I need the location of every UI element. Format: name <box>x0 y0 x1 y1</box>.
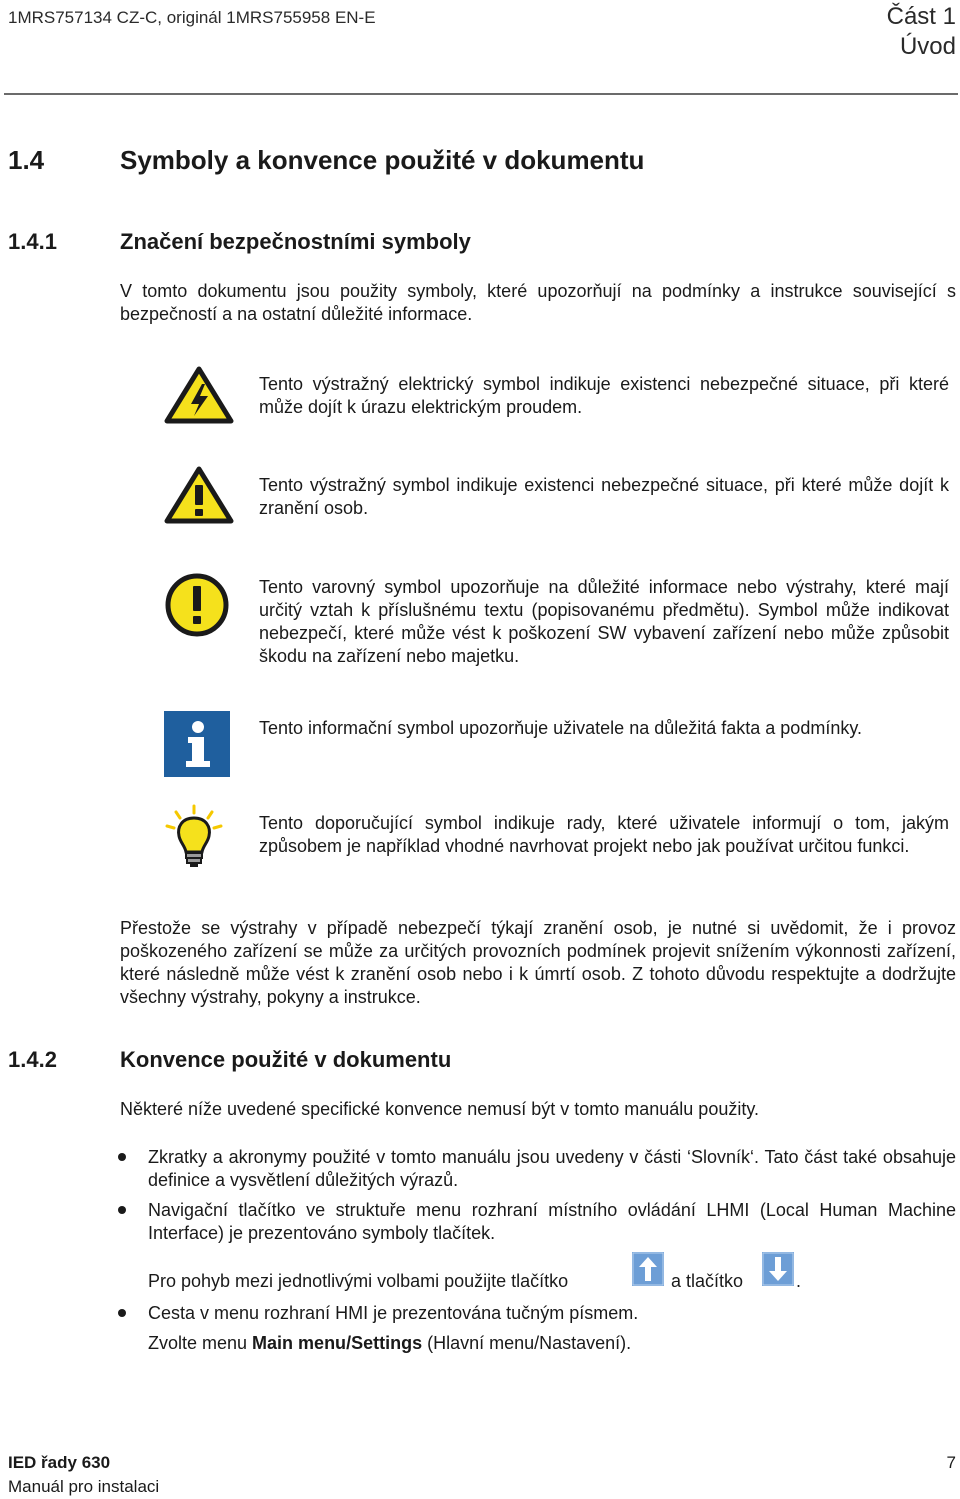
menu-bold-main: Main menu <box>252 1333 347 1353</box>
information-icon <box>164 711 230 777</box>
section-title: Symboly a konvence použité v dokumentu <box>120 145 645 175</box>
page-number: 7 <box>946 1453 956 1472</box>
bullet-marker <box>118 1309 126 1317</box>
caution-icon <box>164 572 230 638</box>
subsection-1-number: 1.4.1 <box>8 229 57 254</box>
nav-line-text-a: Pro pohyb mezi jednotlivými volbami použijte tlačítko <box>148 1271 569 1291</box>
bullet-navigation: Navigační tlačítko ve struktuře menu rozhraní místního ovládání LHMI (Local Human Machine Interface) je prezentováno symboly tlačítek. <box>148 1200 956 1243</box>
footer-manual: Manuál pro instalaci <box>8 1477 160 1496</box>
bullet-marker <box>118 1153 126 1161</box>
menu-bold-settings: Settings <box>351 1333 423 1353</box>
symbol-text-information: Tento informační symbol upozorňuje uživatele na důležitá fakta a podmínky. <box>259 718 862 738</box>
safety-closing-paragraph: Přestože se výstrahy v případě nebezpečí týkají zranění osob, je nutné si uvědomit, že i provoz poškozeného zařízení se může za určitých provozních podmínek projevit snížením výkonnosti zařízení, které následně může vést k zranění osob nebo i k úmrtí osob. Z tohoto důvodu respektujte a dodržujte všechny výstrahy, pokyny a instrukce. <box>120 918 956 1007</box>
menu-path-example <box>148 1332 956 1355</box>
header-divider <box>4 93 958 95</box>
electrical-warning-icon <box>164 366 234 424</box>
bullet-abbreviations: Zkratky a akronymy použité v tomto manuálu jsou uvedeny v části ‘Slovník‘. Tato část také obsahuje definice a vysvětlení důležitých výrazů. <box>148 1147 956 1190</box>
subsection-2-number: 1.4.2 <box>8 1047 57 1072</box>
navigation-buttons-line <box>148 1252 948 1291</box>
symbol-text-electrical: Tento výstražný elektrický symbol indikuje existenci nebezpečné situace, při které může dojít k úrazu elektrickým proudem. <box>259 374 949 417</box>
warning-icon <box>164 466 234 524</box>
menu-bold-slash: / <box>346 1333 352 1353</box>
document-reference: 1MRS757134 CZ-C, originál 1MRS755958 EN-E <box>8 8 376 27</box>
subsection-1-title: Značení bezpečnostními symboly <box>120 229 471 254</box>
part-label <box>887 2 956 62</box>
menu-text-c: (Hlavní menu/Nastavení). <box>422 1333 632 1353</box>
section-number: 1.4 <box>8 145 45 175</box>
symbol-text-caution: Tento varovný symbol upozorňuje na důležité informace nebo výstrahy, které mají určitý vztah k příslušnému textu (popisovanému předmětu). Symbol může indikovat nebezpečí, které může vést k poškození SW vybavení zařízení nebo může způsobit škodu na zařízení nebo majetku. <box>259 577 949 666</box>
subsection-2-intro: Některé níže uvedené specifické konvence nemusí být v tomto manuálu použity. <box>120 1099 760 1119</box>
part-number: Část 1 <box>886 3 956 30</box>
arrow-down-button-icon <box>762 1252 794 1286</box>
lightbulb-tip-icon <box>164 804 224 870</box>
footer-left <box>8 1451 159 1499</box>
nav-line-text-b: a tlačítko <box>671 1271 744 1291</box>
footer-product: IED řady 630 <box>8 1453 111 1472</box>
symbol-text-warning: Tento výstražný symbol indikuje existenci nebezpečné situace, při které může dojít k zranění osob. <box>259 475 949 518</box>
subsection-1-intro: V tomto dokumentu jsou použity symboly, které upozorňují na podmínky a instrukce související s bezpečností a na ostatní důležité informace. <box>120 281 956 324</box>
symbol-text-tip: Tento doporučující symbol indikuje rady, které uživatele informují o tom, jakým způsobem je například vhodné navrhovat projekt nebo jak používat určitou funkci. <box>259 813 949 856</box>
nav-line-text-c: . <box>796 1271 802 1291</box>
arrow-up-button-icon <box>632 1252 664 1286</box>
bullet-menu-path: Cesta v menu rozhraní HMI je prezentována tučným písmem. <box>148 1303 639 1323</box>
subsection-2-title: Konvence použité v dokumentu <box>120 1047 452 1072</box>
chapter-title: Úvod <box>899 33 956 60</box>
bullet-marker <box>118 1206 126 1214</box>
menu-text-a: Zvolte menu <box>148 1333 253 1353</box>
